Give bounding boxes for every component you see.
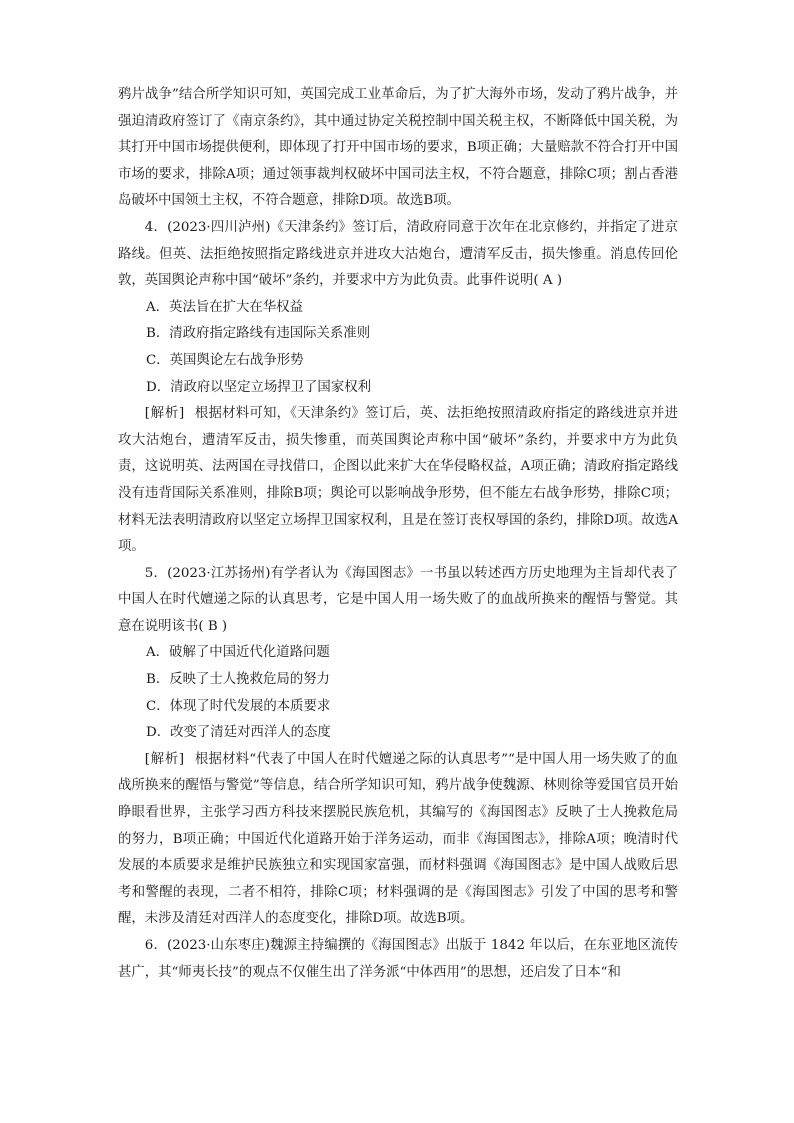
q6-stem: 6．(2023·山东枣庄)魏源主持编撰的《海国图志》出版于 1842 年以后，在东亚地区流传甚广，其“师夷长技”的观点不仅催生出了洋务派“中体西用”的思想，还启发了日本“和 (118, 938, 678, 980)
q5-options (118, 640, 678, 746)
document-page (118, 82, 678, 986)
q4-options (118, 295, 678, 401)
q4-option-b: B．清政府指定路线有违国际关系准则 (146, 326, 371, 342)
q4-analysis-tag: [解析] (144, 406, 185, 422)
q4-option-a: A．英法旨在扩大在华权益 (146, 299, 303, 315)
q4-stem: 4．(2023·四川泸州)《天津条约》签订后，清政府同意于次年在北京修约，并指定了进京路线。但英、法拒绝按照指定路线进京并进攻大沽炮台，遭清军反击，损失惨重。消息传回伦敦，英国舆论声称中国“破坏”条约，并要求中方为此负责。此事件说明( A ) (118, 219, 678, 289)
q5-option-a: A．破解了中国近代化道路问题 (146, 645, 330, 661)
q5-option-c: C．体现了时代发展的本质要求 (146, 698, 331, 714)
question-4 (118, 215, 678, 561)
q4-option-c: C．英国舆论左右战争形势 (146, 352, 304, 368)
q4-option-d: D．清政府以坚定立场捍卫了国家权利 (146, 379, 371, 395)
question-6 (118, 933, 678, 986)
q5-analysis (118, 747, 678, 933)
q4-analysis-text: 根据材料可知，《天津条约》签订后，英、法拒绝按照清政府指定的路线进京并进攻大沽炮台，遭清军反击，损失惨重，而英国舆论声称中国“破坏”条约，并要求中方为此负责，这说明英、法两国在寻找借口，企图以此来扩大在华侵略权益，A项正确；清政府指定路线没有违背国际关系准则，排除B项；舆论可以影响战争形势，但不能左右战争形势，排除C项；材料无法表明清政府以坚定立场捍卫国家权利，且是在签订丧权辱国的条约，排除D项。故选A项。 (118, 406, 678, 555)
q5-option-b: B．反映了士人挽救危局的努力 (146, 672, 330, 688)
question-5 (118, 561, 678, 933)
q5-analysis-text: 根据材料“代表了中国人在时代嬗递之际的认真思考”“是中国人用一场失败了的血战所换来的醒悟与警觉”等信息，结合所学知识可知，鸦片战争使魏源、林则徐等爱国官员开始睁眼看世界，主张学习西方科技来摆脱民族危机，其编写的《海国图志》反映了士人挽救危局的努力，B项正确；中国近代化道路开始于洋务运动，而非《海国图志》，排除A项；晚清时代发展的本质要求是维护民族独立和实现国家富强，而材料强调《海国图志》是中国人战败后思考和警醒的表现，二者不相符，排除C项；材料强调的是《海国图志》引发了中国的思考和警醒，未涉及清廷对西洋人的态度变化，排除D项。故选B项。 (118, 751, 678, 927)
q3-analysis-continuation: 鸦片战争”结合所学知识可知，英国完成工业革命后，为了扩大海外市场，发动了鸦片战争，并强迫清政府签订了《南京条约》，其中通过协定关税控制中国关税主权，不断降低中国关税，为其打开中国市场提供便利，即体现了打开中国市场的要求，B项正确；大量赔款不符合打开中国市场的要求，排除A项；通过领事裁判权破坏中国司法主权，不符合题意，排除C项；割占香港岛破坏中国领土主权，不符合题意，排除D项。故选B项。 (118, 87, 678, 209)
q4-analysis (118, 401, 678, 561)
q5-option-d: D．改变了清廷对西洋人的态度 (146, 725, 331, 741)
q5-analysis-tag: [解析] (144, 751, 185, 767)
q5-stem: 5．(2023·江苏扬州)有学者认为《海国图志》一书虽以转述西方历史地理为主旨却代表了中国人在时代嬗递之际的认真思考，它是中国人用一场失败了的血战所换来的醒悟与警觉。其意在说明该书( B ) (118, 565, 678, 634)
